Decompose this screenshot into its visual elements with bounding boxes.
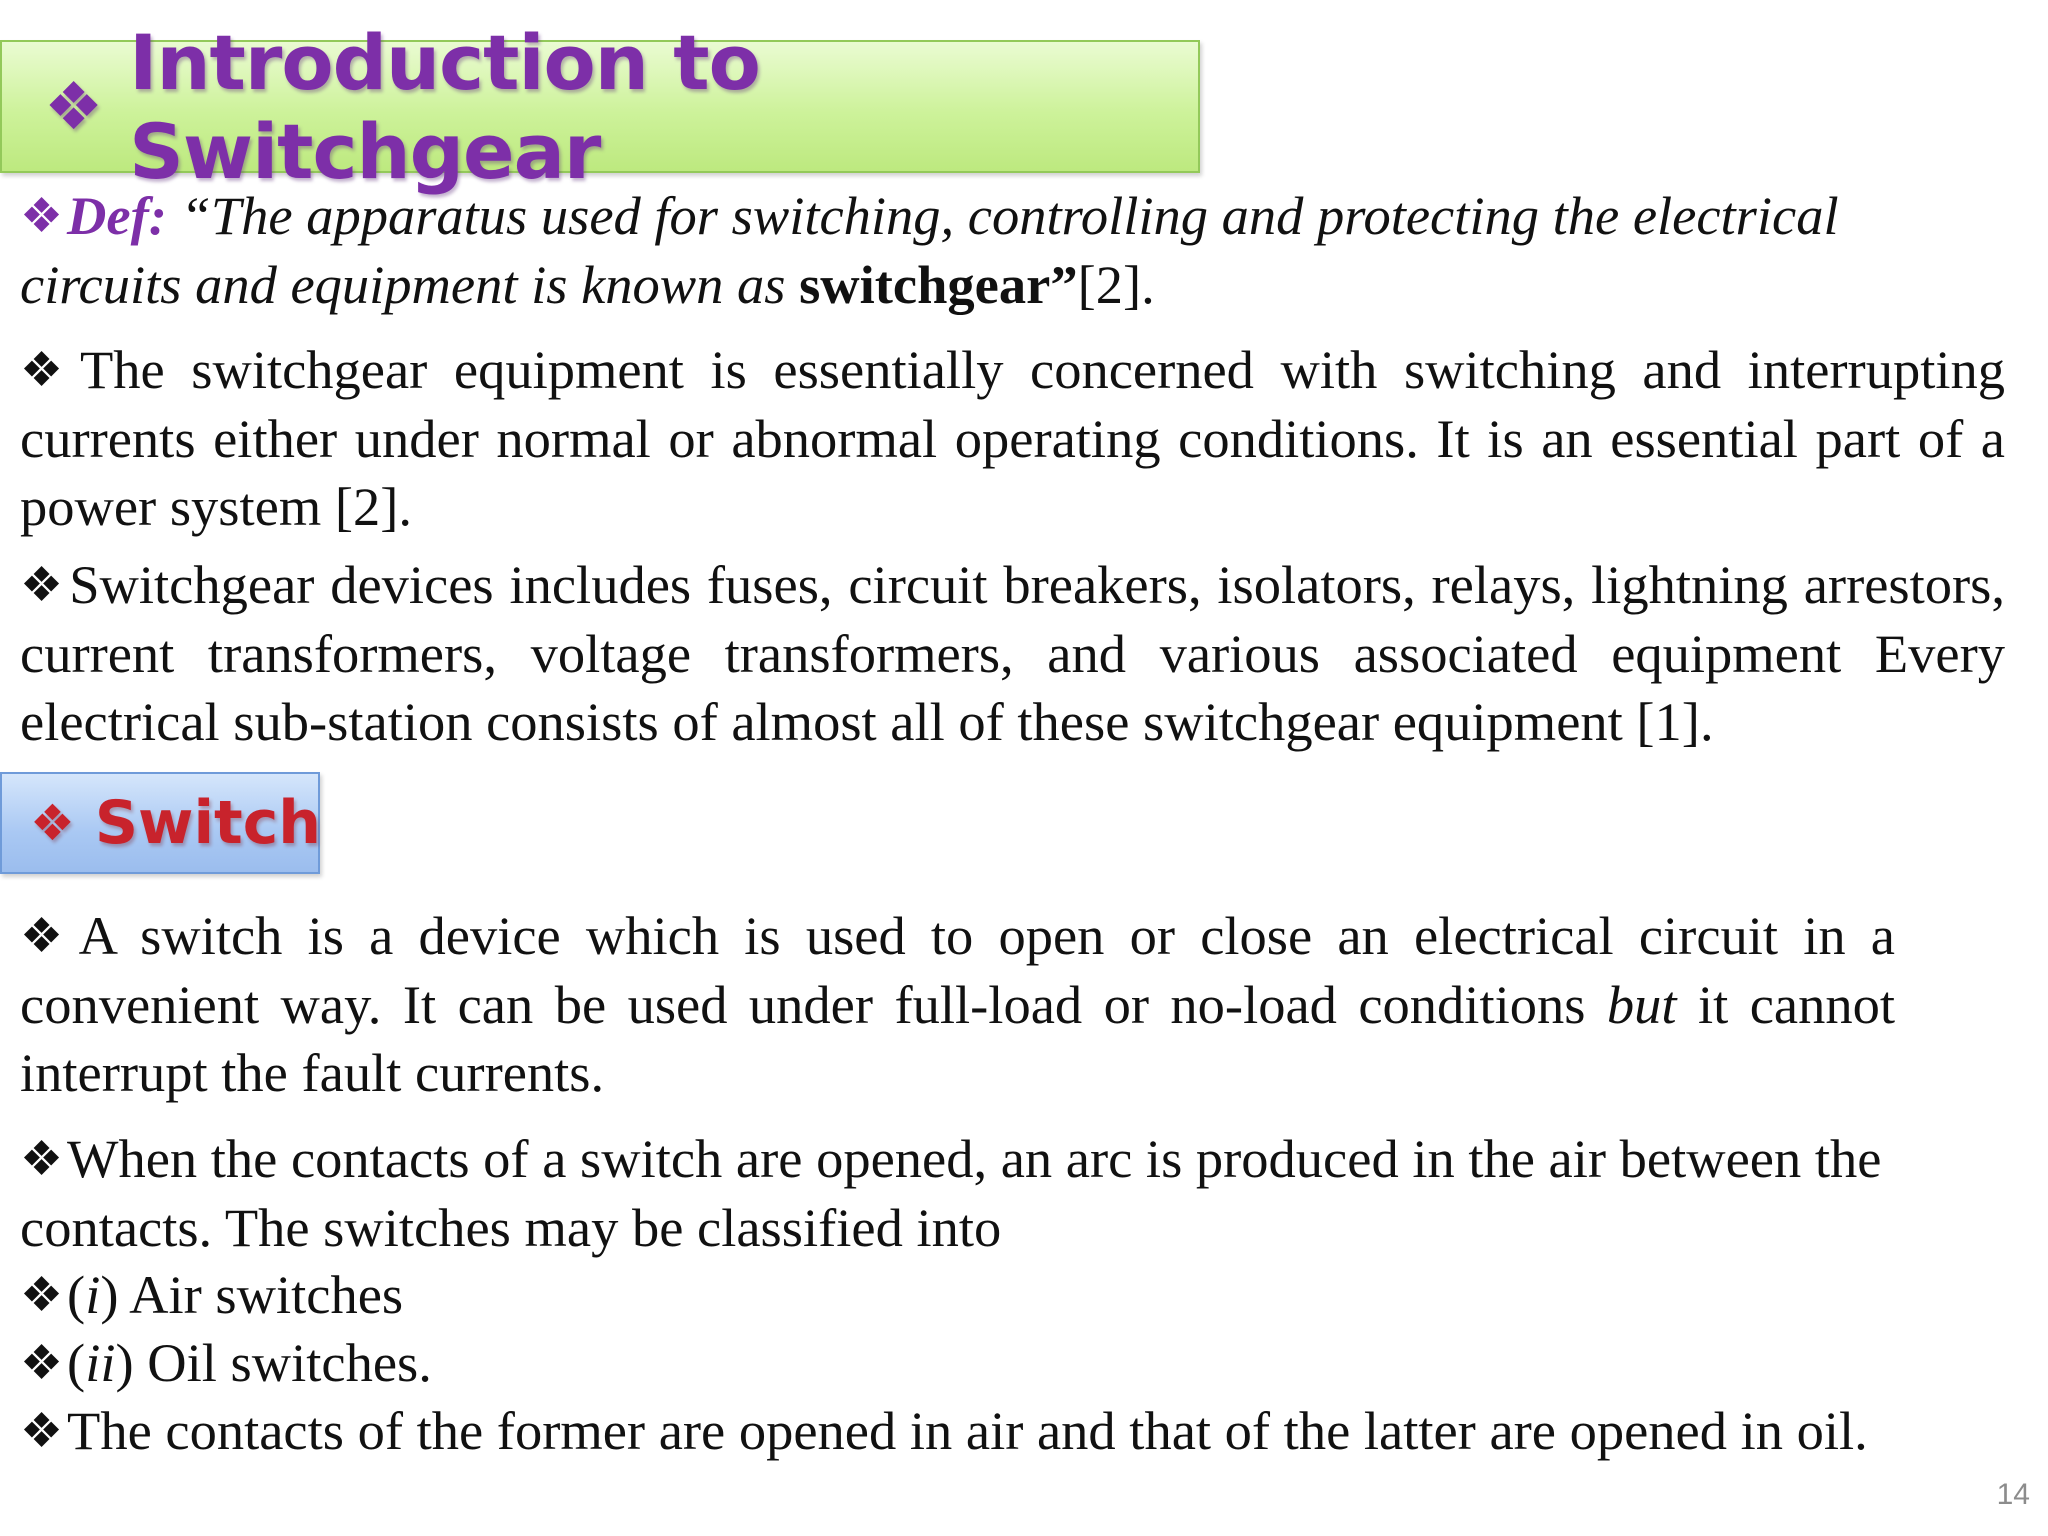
diamond-bullet-icon: ❖ [20, 1405, 64, 1458]
switch-arc-paragraph [20, 1125, 2005, 1262]
section-heading: Switch [94, 788, 321, 858]
switch-text-part2: it cannot interrupt the fault currents. [20, 974, 1896, 1103]
devices-paragraph [20, 551, 2005, 756]
diamond-bullet-icon: ❖ [20, 344, 76, 397]
devices-text: Switchgear devices includes fuses, circuit breakers, isolators, relays, lightning arrestors, current transformers, voltage transformers, and various associated equipment Every electrical sub-station consists of almost all of these switchgear equipment [1]. [20, 554, 2006, 752]
equipment-paragraph [20, 336, 2005, 541]
diamond-bullet-icon: ❖ [20, 910, 75, 963]
list-item: ❖(ii) Oil switches. [20, 1332, 432, 1393]
list-item-text: Oil switches. [147, 1332, 432, 1393]
list-item-number: ii [85, 1332, 116, 1393]
switch-definition-paragraph [20, 902, 1895, 1107]
switch-text-part1: A switch is a device which is used to open or close an electrical circuit in a convenient way. It can be used under full-load or no-load conditions [20, 905, 1895, 1035]
diamond-bullet-icon: ❖ [20, 1337, 64, 1390]
closing-text: The contacts of the former are opened in air and that of the latter are opened in oil. [67, 1400, 1868, 1461]
definition-ref: [2]. [1077, 254, 1155, 315]
page-title: Introduction to Switchgear [129, 17, 760, 196]
switch-arc-text: When the contacts of a switch are opened, an arc is produced in the air between the contacts. The switches may be classified into [20, 1128, 1882, 1258]
closing-line [20, 1397, 1868, 1466]
diamond-bullet-icon: ❖ [20, 1269, 64, 1322]
title-banner [0, 17, 1200, 196]
diamond-bullet-icon: ❖ [20, 190, 64, 243]
diamond-bullet-icon: ❖ [20, 1133, 64, 1186]
equipment-text: The switchgear equipment is essentially concerned with switching and interrupting currents either under normal or abnormal operating conditions. It is an essential part of a power system [2]. [20, 339, 2005, 537]
definition-label: Def: [67, 185, 167, 246]
list-item-text: Air switches [129, 1264, 404, 1325]
diamond-bullet-icon: ❖ [30, 794, 75, 852]
switch-text-italic: but [1606, 974, 1677, 1035]
page-number: 14 [1996, 1478, 2030, 1511]
definition-paragraph [20, 182, 2005, 319]
definition-quote: “The apparatus used for switching, controlling and protecting the electrical circuits and equipment is known as [20, 185, 1839, 315]
list-item: ❖(i) Air switches [20, 1264, 404, 1325]
diamond-bullet-icon: ❖ [44, 68, 104, 145]
definition-term: switchgear” [799, 254, 1078, 315]
list-item-number: i [85, 1264, 101, 1325]
diamond-bullet-icon: ❖ [20, 559, 66, 612]
switch-heading-banner [0, 772, 320, 874]
